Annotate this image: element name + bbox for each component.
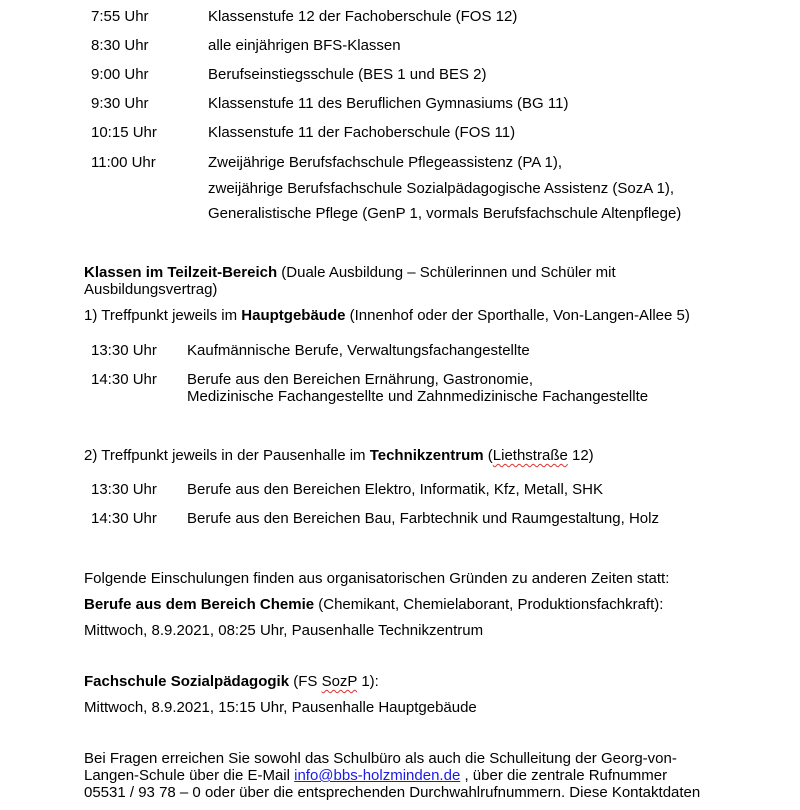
meeting-point-1 — [84, 307, 690, 325]
meeting2-building: Technikzentrum — [369, 447, 484, 464]
sozp-close: 1): — [357, 673, 379, 690]
meeting2-close: 12) — [567, 447, 594, 464]
desc-bfs: alle einjährigen BFS-Klassen — [208, 37, 401, 54]
time-ernaehrung: 14:30 Uhr — [91, 371, 157, 388]
time-pa1: 11:00 Uhr — [91, 154, 156, 171]
desc-ernaehrung-line1: Berufe aus den Bereichen Ernährung, Gastronomie, — [187, 371, 534, 388]
desc-pa1-line2: zweijährige Berufsfachschule Sozialpädagogische Assistenz (SozA 1), — [208, 180, 675, 197]
desc-elektro: Berufe aus den Bereichen Elektro, Informatik, Kfz, Metall, SHK — [187, 481, 604, 498]
sozp-date: Mittwoch, 8.9.2021, 15:15 Uhr, Pausenhalle Hauptgebäude — [84, 699, 477, 716]
contact-line1: Bei Fragen erreichen Sie sowohl das Schulbüro als auch die Schulleitung der Georg-von- — [84, 750, 677, 767]
contact-line2 — [84, 767, 667, 785]
contact-line2-prefix: Langen-Schule über die E-Mail — [84, 767, 295, 784]
meeting-point-2 — [84, 447, 594, 465]
chemie-rest: (Chemikant, Chemielaborant, Produktionsfachkraft): — [314, 596, 664, 613]
other-intro: Folgende Einschulungen finden aus organisatorischen Gründen zu anderen Zeiten statt: — [84, 570, 670, 587]
desc-fos11: Klassenstufe 11 der Fachoberschule (FOS 11) — [208, 124, 516, 141]
chemie-bold: Berufe aus dem Bereich Chemie — [84, 596, 315, 613]
meeting1-prefix: 1) Treffpunkt jeweils im — [84, 307, 242, 324]
chemie-heading — [84, 596, 663, 614]
email-link[interactable]: info@bbs-holzminden.de — [294, 767, 461, 784]
sozp-bold: Fachschule Sozialpädagogik — [84, 673, 290, 690]
time-bfs: 8:30 Uhr — [91, 37, 149, 54]
parttime-heading-line2: Ausbildungsvertrag) — [84, 281, 218, 298]
chemie-date: Mittwoch, 8.9.2021, 08:25 Uhr, Pausenhalle Technikzentrum — [84, 622, 484, 639]
sozp-heading — [84, 673, 379, 691]
time-bes: 9:00 Uhr — [91, 66, 149, 83]
desc-bg11: Klassenstufe 11 des Beruflichen Gymnasiums (BG 11) — [208, 95, 569, 112]
meeting2-open: ( — [483, 447, 493, 464]
contact-line3: 05531 / 93 78 – 0 oder über die entsprechenden Durchwahlrufnummern. Diese Kontaktdaten — [84, 784, 701, 801]
desc-pa1-line3: Generalistische Pflege (GenP 1, vormals Berufsfachschule Altenpflege) — [208, 205, 682, 222]
desc-ernaehrung-line2: Medizinische Fachangestellte und Zahnmedizinische Fachangestellte — [187, 388, 649, 405]
time-bg11: 9:30 Uhr — [91, 95, 149, 112]
contact-line2-suffix: , über die zentrale Rufnummer — [460, 767, 668, 784]
meeting2-street: Liethstraße — [492, 447, 568, 464]
desc-bes: Berufseinstiegsschule (BES 1 und BES 2) — [208, 66, 487, 83]
desc-kaufm: Kaufmännische Berufe, Verwaltungsfachangestellte — [187, 342, 530, 359]
time-bau: 14:30 Uhr — [91, 510, 157, 527]
desc-pa1-line1: Zweijährige Berufsfachschule Pflegeassistenz (PA 1), — [208, 154, 563, 171]
sozp-abbr: SozP — [321, 673, 358, 690]
meeting2-prefix: 2) Treffpunkt jeweils in der Pausenhalle im — [84, 447, 370, 464]
sozp-open: (FS — [289, 673, 322, 690]
time-elektro: 13:30 Uhr — [91, 481, 157, 498]
parttime-heading-bold: Klassen im Teilzeit-Bereich — [84, 264, 278, 281]
time-fos11: 10:15 Uhr — [91, 124, 157, 141]
time-kaufm: 13:30 Uhr — [91, 342, 157, 359]
parttime-heading — [84, 264, 616, 282]
desc-bau: Berufe aus den Bereichen Bau, Farbtechnik und Raumgestaltung, Holz — [187, 510, 659, 527]
time-fos12: 7:55 Uhr — [91, 8, 149, 25]
meeting1-building: Hauptgebäude — [241, 307, 346, 324]
parttime-heading-rest: (Duale Ausbildung – Schülerinnen und Schüler mit — [277, 264, 616, 281]
meeting1-suffix: (Innenhof oder der Sporthalle, Von-Langen-Allee 5) — [345, 307, 690, 324]
desc-fos12: Klassenstufe 12 der Fachoberschule (FOS 12) — [208, 8, 518, 25]
